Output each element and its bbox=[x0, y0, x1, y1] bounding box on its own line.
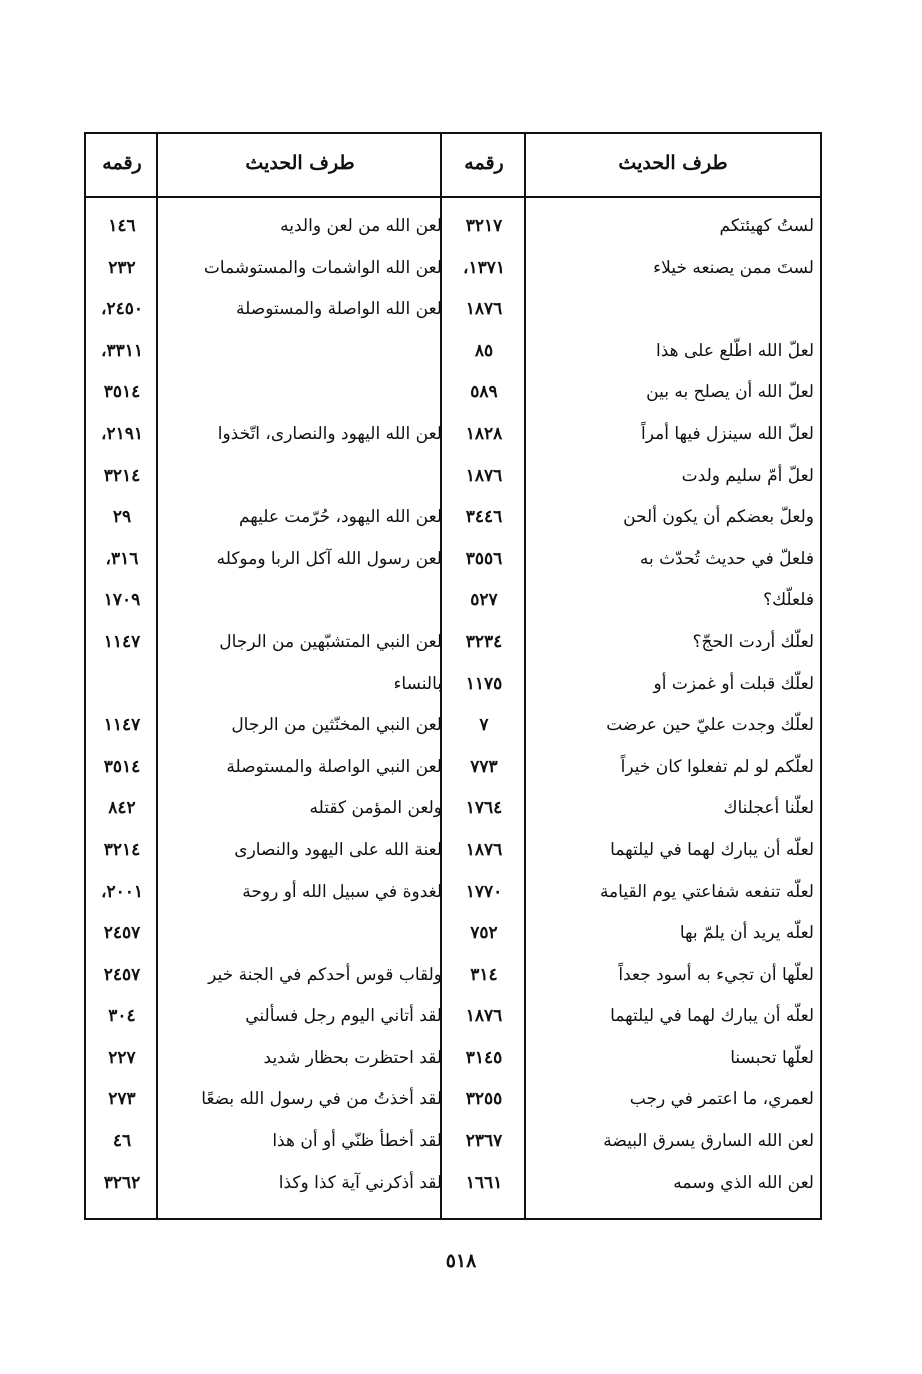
hadith-number-right: ١٧٦٤ bbox=[465, 798, 503, 819]
hadith-text-right bbox=[532, 289, 814, 331]
hadith-number-left: ١١٤٧ bbox=[103, 715, 141, 736]
hadith-number-left: ١٤٦ bbox=[108, 216, 136, 236]
hadith-text-right: لعمري، ما اعتمر في رجب bbox=[629, 1089, 814, 1110]
header-hadith-left: طرف الحديث bbox=[245, 152, 355, 174]
table-row bbox=[86, 996, 820, 1038]
table-row bbox=[86, 664, 820, 706]
hadith-number-left: ٢٤٥٧ bbox=[103, 964, 141, 985]
hadith-text-left: لعن رسول الله آكل الربا وموكله bbox=[216, 548, 442, 569]
hadith-text-right: لعلّه أن يبارك لهما في ليلتهما bbox=[610, 839, 814, 860]
hadith-text-right: لستَ ممن يصنعه خيلاء bbox=[653, 257, 814, 278]
table-row bbox=[86, 580, 820, 622]
table-row bbox=[86, 372, 820, 414]
hadith-text-left bbox=[164, 331, 442, 373]
hadith-number-left: ٢٠٠١، bbox=[100, 881, 144, 902]
hadith-number-right: ١٣٧١، bbox=[462, 257, 506, 278]
hadith-text-right: لعن الله السارق يسرق البيضة bbox=[603, 1131, 814, 1152]
hadith-number-left: ٢٧٣ bbox=[108, 1089, 136, 1110]
hadith-number-right: ١٨٧٦ bbox=[465, 839, 503, 860]
hadith-text-left: لعن النبي المتشبّهين من الرجال bbox=[219, 631, 442, 652]
table-row bbox=[86, 622, 820, 664]
hadith-number-left: ٢١٩١، bbox=[100, 423, 144, 444]
hadith-text-right: لعلّ الله اطّلع على هذا bbox=[656, 340, 814, 361]
hadith-text-left: لعن الله اليهود والنصارى، اتّخذوا bbox=[217, 423, 442, 444]
hadith-text-right: لعلّها أن تجيء به أسود جعداً bbox=[618, 964, 814, 985]
hadith-text-right: فلعلّ في حديث تُحدّث به bbox=[639, 548, 814, 569]
hadith-number-left: ١٧٠٩ bbox=[103, 590, 141, 611]
hadith-number-left: ١١٤٧ bbox=[103, 631, 141, 652]
hadith-text-right: لعلّ الله سينزل فيها أمراً bbox=[641, 423, 814, 444]
hadith-text-left: لعن الله الواصلة والمستوصلة bbox=[236, 299, 442, 320]
hadith-text-left: لعن الله اليهود، حُرّمت عليهم bbox=[238, 507, 442, 528]
hadith-text-left: بالنساء bbox=[393, 673, 442, 694]
table-row bbox=[86, 414, 820, 456]
hadith-number-right: ١٧٧٠ bbox=[465, 881, 503, 902]
table-row bbox=[86, 539, 820, 581]
hadith-text-right: لعلّه تنفعه شفاعتي يوم القيامة bbox=[599, 881, 814, 902]
hadith-number-left: ٢٩ bbox=[112, 507, 132, 528]
hadith-number-right: ٣١٤٥ bbox=[465, 1047, 503, 1068]
table-row bbox=[86, 955, 820, 997]
table-row bbox=[86, 1038, 820, 1080]
hadith-text-right: لستُ كهيئتكم bbox=[719, 216, 814, 236]
hadith-text-left: ولقاب قوس أحدكم في الجنة خير bbox=[208, 964, 442, 985]
hadith-number-left bbox=[86, 664, 158, 706]
hadith-number-right: ١٦٦١ bbox=[465, 1172, 503, 1193]
hadith-text-right: فلعلّك؟ bbox=[763, 590, 814, 611]
table-row bbox=[86, 788, 820, 830]
hadith-text-right: لعلّكم لو لم تفعلوا كان خيراً bbox=[620, 756, 814, 777]
hadith-number-right: ٧٧٣ bbox=[470, 756, 498, 777]
hadith-number-right: ٣٢١٧ bbox=[465, 216, 503, 236]
page-number: ٥١٨ bbox=[445, 1250, 477, 1272]
hadith-text-right: لعلّنا أعجلناك bbox=[723, 798, 814, 819]
hadith-number-right: ١١٧٥ bbox=[465, 673, 503, 694]
table-row bbox=[86, 913, 820, 955]
hadith-text-left: لعنة الله على اليهود والنصارى bbox=[234, 839, 442, 860]
header-number-left: رقمه bbox=[102, 152, 142, 174]
hadith-number-right: ٣٥٥٦ bbox=[465, 548, 503, 569]
hadith-text-right: لعلّك أردت الحجّ؟ bbox=[692, 631, 814, 652]
hadith-text-left bbox=[164, 372, 442, 414]
hadith-text-right: لعلّها تحبسنا bbox=[730, 1047, 814, 1068]
hadith-number-right: ٣٢٥٥ bbox=[465, 1089, 503, 1110]
hadith-number-left: ٣٠٤ bbox=[108, 1006, 136, 1027]
hadith-number-left: ٣٥١٤ bbox=[103, 382, 141, 403]
hadith-number-left: ٢٣٢ bbox=[108, 257, 136, 278]
hadith-text-right: لعلّك قبلت أو غمزت أو bbox=[653, 673, 814, 694]
hadith-number-right: ٨٥ bbox=[474, 340, 494, 361]
hadith-text-right: لعلّك وجدت عليّ حين عرضت bbox=[606, 715, 814, 736]
hadith-text-left: لقد أذكرني آية كذا وكذا bbox=[278, 1172, 442, 1193]
hadith-text-left bbox=[164, 456, 442, 498]
hadith-number-left: ٣٢٦٢ bbox=[103, 1172, 141, 1193]
hadith-number-left: ٣٥١٤ bbox=[103, 756, 141, 777]
hadith-index-table bbox=[84, 132, 822, 1220]
hadith-number-right: ٥٢٧ bbox=[470, 590, 498, 611]
hadith-number-right: ٥٨٩ bbox=[470, 382, 498, 403]
hadith-number-left: ٣١٦، bbox=[105, 548, 139, 569]
hadith-text-right: لعن الله الذي وسمه bbox=[673, 1172, 814, 1193]
table-row bbox=[86, 1163, 820, 1205]
table-header-row bbox=[86, 134, 820, 198]
hadith-number-right: ٣٤٤٦ bbox=[465, 507, 503, 528]
hadith-number-right: ١٨٧٦ bbox=[465, 1006, 503, 1027]
hadith-text-right: لعلّ أمّ سليم ولدت bbox=[681, 465, 814, 486]
hadith-text-left: لعن النبي المخنّثين من الرجال bbox=[231, 715, 442, 736]
hadith-text-right: لعلّ الله أن يصلح به بين bbox=[646, 382, 814, 403]
hadith-number-right: ٧٥٢ bbox=[470, 923, 498, 944]
table-row bbox=[86, 289, 820, 331]
hadith-text-left bbox=[164, 913, 442, 955]
hadith-text-left: ولعن المؤمن كقتله bbox=[309, 798, 442, 819]
hadith-text-left: لقد أخذتُ من في رسول الله بضعًا bbox=[201, 1089, 442, 1110]
hadith-text-left: لغدوة في سبيل الله أو روحة bbox=[242, 881, 442, 902]
hadith-number-left: ٢٤٥٧ bbox=[103, 923, 141, 944]
hadith-text-left: لعن الله الواشمات والمستوشمات bbox=[203, 257, 442, 278]
hadith-number-right: ٢٣٦٧ bbox=[465, 1131, 503, 1152]
table-row bbox=[86, 456, 820, 498]
hadith-text-right: لعلّه أن يبارك لهما في ليلتهما bbox=[610, 1006, 814, 1027]
table-row bbox=[86, 1079, 820, 1121]
hadith-text-left: لعن الله من لعن والديه bbox=[280, 216, 442, 236]
hadith-number-right: ١٨٧٦ bbox=[465, 299, 503, 320]
hadith-text-left: لعن النبي الواصلة والمستوصلة bbox=[226, 756, 442, 777]
hadith-number-right: ٣٢٣٤ bbox=[465, 631, 503, 652]
table-row bbox=[86, 248, 820, 290]
hadith-text-left: لقد أتاني اليوم رجل فسألني bbox=[245, 1006, 442, 1027]
table-row bbox=[86, 1121, 820, 1163]
table-row bbox=[86, 747, 820, 789]
hadith-number-left: ٤٦ bbox=[112, 1131, 132, 1152]
table-row bbox=[86, 331, 820, 373]
hadith-number-left: ٢٢٧ bbox=[108, 1047, 136, 1068]
hadith-number-left: ٣٢١٤ bbox=[103, 465, 141, 486]
table-row bbox=[86, 872, 820, 914]
hadith-number-right: ٧ bbox=[479, 715, 489, 736]
hadith-number-left: ٢٤٥٠، bbox=[100, 299, 144, 320]
table-row bbox=[86, 497, 820, 539]
hadith-number-right: ٣١٤ bbox=[470, 964, 498, 985]
hadith-number-left: ٣٣١١، bbox=[100, 340, 144, 361]
hadith-number-left: ٣٢١٤ bbox=[103, 839, 141, 860]
hadith-text-left: لقد أخطأ ظنّي أو أن هذا bbox=[272, 1131, 442, 1152]
table-row bbox=[86, 705, 820, 747]
table-row bbox=[86, 830, 820, 872]
hadith-number-left: ٨٤٢ bbox=[108, 798, 136, 819]
table-body bbox=[86, 206, 820, 1204]
hadith-text-right: ولعلّ بعضكم أن يكون ألحن bbox=[623, 507, 814, 528]
hadith-text-left: لقد احتظرت بحظار شديد bbox=[263, 1047, 442, 1068]
hadith-number-right: ١٨٢٨ bbox=[465, 423, 503, 444]
header-number-right: رقمه bbox=[464, 152, 504, 174]
header-hadith-right: طرف الحديث bbox=[618, 152, 728, 174]
hadith-text-left bbox=[164, 580, 442, 622]
table-row bbox=[86, 206, 820, 248]
hadith-number-right: ١٨٧٦ bbox=[465, 465, 503, 486]
hadith-text-right: لعلّه يريد أن يلمّ بها bbox=[679, 923, 814, 944]
